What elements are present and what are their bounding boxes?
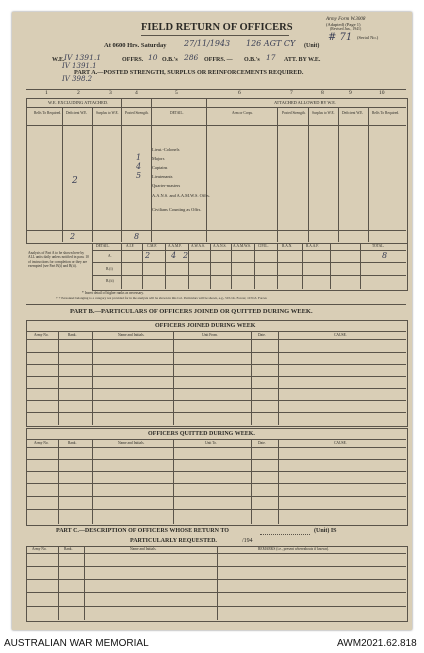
quitted-head: Army No. <box>34 441 49 445</box>
col-number: 9 <box>349 90 352 96</box>
joined-head: Army No. <box>34 333 49 337</box>
posted-lieutenants-hw: 4 <box>136 162 142 171</box>
extra-handwritten-2: IV 398.2 <box>62 75 93 83</box>
col-number: 10 <box>379 90 385 96</box>
rank-row: Quarter-masters <box>152 183 181 188</box>
part-a-table <box>26 98 408 244</box>
col-head: Posted Strength. <box>125 111 149 115</box>
joined-head: Name and Initials. <box>118 333 145 337</box>
analysis-aamf-hw: 2 <box>183 251 189 260</box>
adapted-label: (Adapted) (Page 1) <box>326 22 361 27</box>
detail-head: DETAIL. <box>170 111 184 115</box>
analysis-detail-label: DETAIL. <box>96 244 110 248</box>
part-c-head: Name and Initials. <box>130 547 157 551</box>
col-head: Relfs To Required. <box>372 111 400 115</box>
serial-number-handwritten: # 71 <box>328 32 353 43</box>
ob-label: O.B.'s <box>162 57 178 63</box>
col-number: 8 <box>321 90 324 96</box>
part-b-heading: PART B.—PARTICULARS OF OFFICERS JOINED OR QUITTED DURING WEEK. <box>70 308 313 315</box>
joined-head: Date. <box>258 333 266 337</box>
revised-label: (Revised Jan., 1941) <box>330 27 362 31</box>
part-a-heading: PART A.—POSTED STRENGTH, SURPLUS OR REINFORCEMENTS REQUIRED. <box>74 69 304 76</box>
quitted-head: CAUSE. <box>334 441 347 445</box>
analysis-head: TOTAL. <box>372 244 385 248</box>
rank-row: Majors <box>152 156 165 161</box>
serial-label: (Serial No.) <box>357 35 379 40</box>
analysis-cmf-hw: 4 <box>171 251 177 260</box>
footnote: * Insert detail of higher ranks as necessary. <box>82 291 144 295</box>
posted-qm-hw: 5 <box>136 171 142 180</box>
analysis-row-label: B.(ii) <box>106 279 114 283</box>
quitted-head: Date. <box>258 441 266 445</box>
quitted-table <box>26 428 408 526</box>
posted-captains-hw: 1 <box>136 153 142 162</box>
army-form-label: Army Form W.3008 <box>326 17 366 22</box>
total-deficient-hw: 2 <box>70 232 76 241</box>
col-head: Relfs To Required. <box>34 111 62 115</box>
att-label: ATT. BY W.E. <box>284 57 321 63</box>
analysis-head: CIVIL. <box>258 244 269 248</box>
part-c-requested: PARTICULARLY REQUESTED. <box>130 538 217 544</box>
analysis-aif-hw: 2 <box>145 251 151 260</box>
analysis-head: A.A.M.W.S. <box>233 244 251 248</box>
joined-title: OFFICERS JOINED DURING WEEK <box>155 323 256 329</box>
quitted-head: Unit To. <box>205 441 217 445</box>
part-c-heading: PART C.—DESCRIPTION OF OFFICERS WHOSE RETURN TO <box>56 528 229 534</box>
analysis-head: A.A.N.S. <box>213 244 227 248</box>
quitted-head: Name and Initials. <box>118 441 145 445</box>
analysis-head: C.M.F. <box>147 244 157 248</box>
col-number: 1 <box>45 90 48 96</box>
ob2-label: O.B.'s <box>244 57 260 63</box>
analysis-note: Analysis of Part A to be shown here by ALL units daily unless notified in para. 10 of instructions for completion or they are exempted (see Part B(i) and B(ii). <box>28 251 89 268</box>
extra-handwritten-1: IV 1391.1 <box>62 62 97 70</box>
col-number: 7 <box>290 90 293 96</box>
we-handwritten: IV 1391.1 <box>64 53 102 62</box>
we-label: W.E. <box>52 57 65 63</box>
col-number: 5 <box>175 90 178 96</box>
col-number: 6 <box>238 90 241 96</box>
footer-accession-number: AWM2021.62.818 <box>337 638 417 649</box>
rank-row: A.A.N.S. and A.A.M.W.S. Offrs. <box>152 193 210 198</box>
footnote: + + Personnel belonging to a category not provided for in the analysis will be shown in this Col. Particulars will be shown, e.g., 50 U.K. Forces; 10 N.Z. Forces <box>56 296 267 300</box>
date-handwritten: 27/11/1943 <box>184 39 231 48</box>
analysis-total-hw: 8 <box>382 251 388 260</box>
archive-footer <box>0 636 424 653</box>
group-right-heading: ATTACHED ALLOWED BY W.E. <box>274 100 337 105</box>
offrs2-label: OFFRS. — <box>204 57 233 63</box>
analysis-row-label: B.(i) <box>106 267 113 271</box>
col-number: 4 <box>135 90 138 96</box>
arm-corps-head: Arm or Corps. <box>232 111 253 115</box>
col-number: 3 <box>109 90 112 96</box>
offrs-handwritten: 10 <box>148 53 158 62</box>
analysis-row-label: A. <box>108 254 112 258</box>
unit-label: (Unit) <box>304 43 320 49</box>
form-title: FIELD RETURN OF OFFICERS <box>141 22 293 33</box>
deficient-hw: 2 <box>72 176 78 186</box>
part-c-head: REMARKS (i.e., present whereabouts if known). <box>258 547 329 551</box>
part-c-date-tail: /194 <box>242 538 253 544</box>
col-head: Surplus to W.E. <box>96 111 119 115</box>
group-left-heading: W.E. EXCLUDING ATTACHED. <box>48 100 109 105</box>
col-number: 2 <box>77 90 80 96</box>
unit-handwritten: 126 AGT CY <box>246 39 296 48</box>
col-head: Deficient W.E. <box>66 111 88 115</box>
analysis-head: A.I.F. <box>126 244 135 248</box>
rank-row: Civilians Counting as Offrs. <box>152 207 202 212</box>
analysis-head: A.A.M.F. <box>168 244 182 248</box>
title-underline <box>141 35 289 36</box>
part-c-head: Army No. <box>32 547 47 551</box>
offrs-label: OFFRS. <box>122 57 144 63</box>
col-head: Surplus to W.E. <box>312 111 335 115</box>
part-c-unit-is: (Unit) IS <box>314 528 337 534</box>
analysis-head: R.A.A.F. <box>306 244 319 248</box>
joined-head: CAUSE. <box>334 333 347 337</box>
joined-head: Unit From. <box>202 333 218 337</box>
quitted-title: OFFICERS QUITTED DURING WEEK. <box>148 431 255 437</box>
analysis-head: R.A.N. <box>282 244 293 248</box>
form-page <box>12 12 412 630</box>
joined-head: Rank. <box>68 333 77 337</box>
rank-row: Lieut.-Colonels <box>152 147 180 152</box>
analysis-head: A.W.A.S. <box>191 244 205 248</box>
total-posted-hw: 8 <box>134 232 140 241</box>
quitted-head: Rank. <box>68 441 77 445</box>
rank-row: Lieutenants <box>152 174 173 179</box>
rank-row: Captains <box>152 165 168 170</box>
at-hours-line: At 0600 Hrs. Saturday <box>104 42 167 49</box>
part-c-head: Rank. <box>64 547 73 551</box>
col-head: Posted Strength. <box>282 111 306 115</box>
footer-institution: AUSTRALIAN WAR MEMORIAL <box>4 638 149 649</box>
ob-handwritten: 286 <box>184 53 199 62</box>
col-head: Deficient W.E. <box>342 111 364 115</box>
ob2-handwritten: 17 <box>266 53 276 62</box>
